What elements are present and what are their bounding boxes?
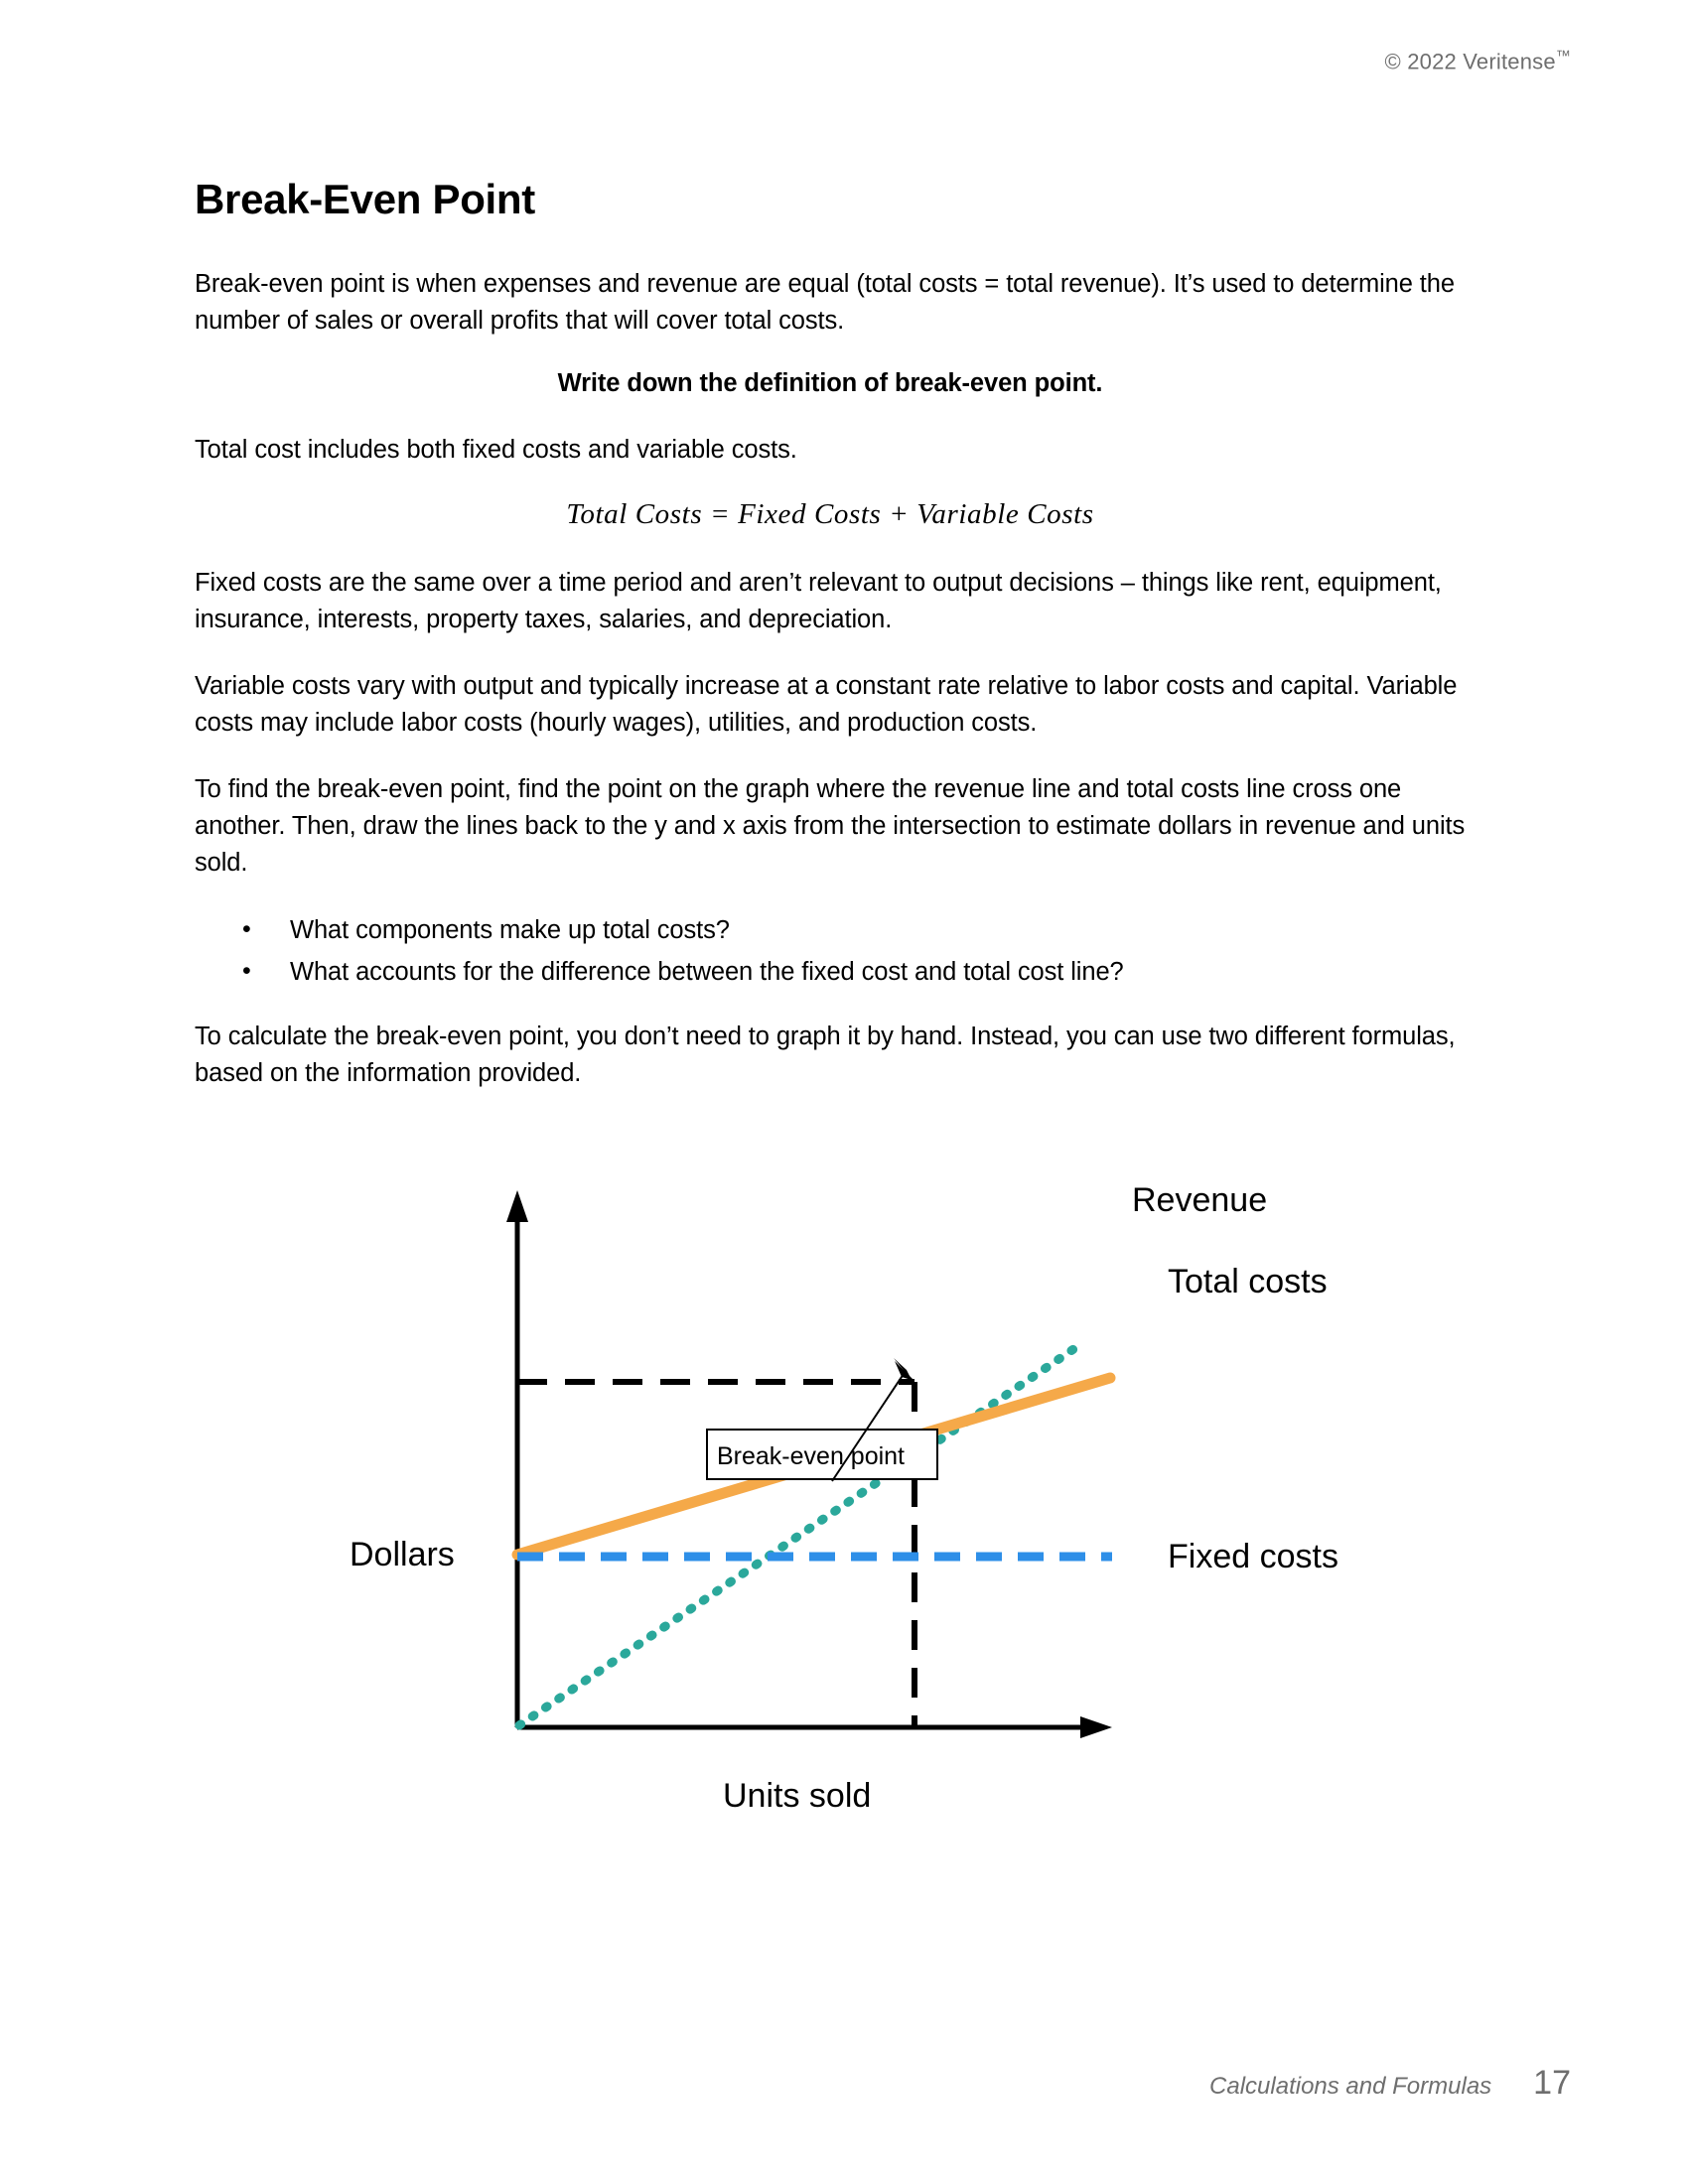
break-even-chart-svg bbox=[0, 1176, 1688, 1851]
bullet-icon: • bbox=[242, 914, 251, 943]
break-even-callout bbox=[707, 1358, 937, 1481]
y-axis-label: Dollars bbox=[350, 1536, 455, 1573]
question-text: What components make up total costs? bbox=[290, 915, 730, 944]
calculate-break-even-paragraph: To calculate the break-even point, you don’t need to graph it by hand. Instead, you can use two different formulas, based on the information provided. bbox=[195, 1023, 1456, 1088]
fixed-costs-series-label: Fixed costs bbox=[1168, 1538, 1338, 1575]
copyright-text: © 2022 Veritense bbox=[1384, 49, 1556, 74]
page-footer bbox=[1209, 2064, 1571, 2103]
trademark-symbol: ™ bbox=[1555, 48, 1571, 65]
page-title: Break-Even Point bbox=[195, 176, 535, 222]
page-header-copyright bbox=[1384, 48, 1571, 74]
y-axis bbox=[506, 1190, 528, 1727]
fixed-costs-paragraph: Fixed costs are the same over a time period and aren’t relevant to output decisions – things like rent, equipment, insurance, interests, property taxes, salaries, and depreciation. bbox=[195, 569, 1442, 634]
x-axis-label: Units sold bbox=[723, 1777, 872, 1815]
footer-section-title: Calculations and Formulas bbox=[1209, 2073, 1492, 2100]
break-even-callout-label: Break-even point bbox=[717, 1442, 906, 1470]
find-break-even-paragraph: To find the break-even point, find the point on the graph where the revenue line and total costs line cross one another. Then, draw the lines back to the y and x axis from the intersection to estimate dollars in revenue and units sold. bbox=[195, 774, 1466, 877]
document-body bbox=[195, 177, 1466, 1122]
question-text: What accounts for the difference between the fixed cost and total cost line? bbox=[290, 958, 1124, 987]
revenue-series-label: Revenue bbox=[1132, 1181, 1268, 1219]
intro-paragraph: Break-even point is when expenses and revenue are equal (total costs = total revenue). It’s used to determine the number of sales or overall profits that will cover total costs. bbox=[195, 270, 1455, 336]
write-definition-prompt: Write down the definition of break-even point. bbox=[557, 369, 1103, 398]
total-costs-formula: Total Costs = Fixed Costs + Variable Costs bbox=[566, 498, 1094, 531]
question-list bbox=[195, 911, 1466, 992]
list-item bbox=[242, 953, 1466, 991]
bullet-icon: • bbox=[242, 957, 251, 986]
x-axis bbox=[517, 1716, 1112, 1738]
page-number: 17 bbox=[1533, 2064, 1571, 2102]
total-cost-intro-paragraph: Total cost includes both fixed costs and variable costs. bbox=[195, 436, 797, 465]
variable-costs-paragraph: Variable costs vary with output and typically increase at a constant rate relative to labor costs and capital. Variable costs may include labor costs (hourly wages), utilities, and production costs. bbox=[195, 672, 1458, 737]
list-item bbox=[242, 911, 1466, 949]
total-costs-series-label: Total costs bbox=[1168, 1263, 1328, 1300]
break-even-chart bbox=[0, 1176, 1688, 1851]
